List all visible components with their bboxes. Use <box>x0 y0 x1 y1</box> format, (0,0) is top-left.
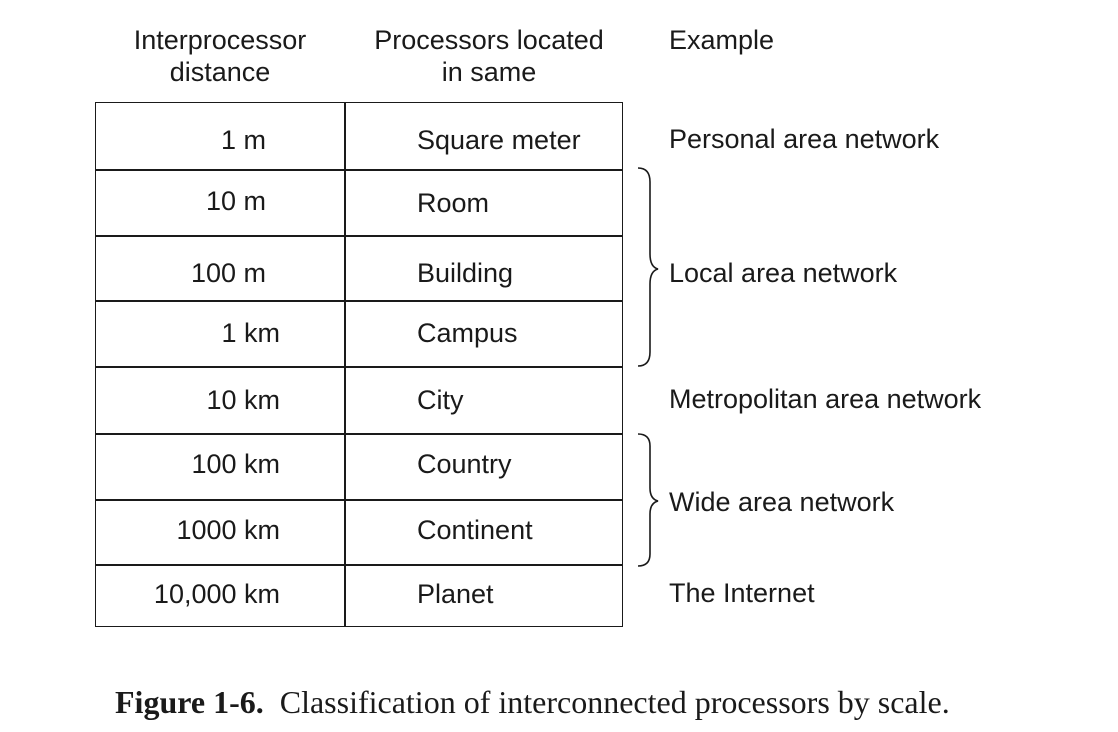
distance-cell: 1 m <box>220 125 266 155</box>
row-divider <box>96 433 622 435</box>
located-cell: Campus <box>417 318 518 348</box>
row-divider <box>96 366 622 368</box>
row-divider <box>96 499 622 501</box>
column-divider <box>344 103 346 626</box>
located-cell: Room <box>417 188 490 218</box>
header-located-text: Processors located in same <box>374 25 604 87</box>
example-wide-area-network: Wide area network <box>669 487 895 517</box>
distance-cell: 10,000 km <box>153 579 280 609</box>
figure-caption-text: Classification of interconnected processors by scale. <box>279 684 950 720</box>
distance-cell: 10 km <box>206 385 280 415</box>
located-cell: Continent <box>417 515 533 545</box>
row-divider <box>96 564 622 566</box>
located-cell: Building <box>417 258 514 288</box>
distance-cell: 1000 km <box>176 515 280 545</box>
scale-table <box>95 102 623 627</box>
example-metropolitan-area-network: Metropolitan area network <box>669 384 982 414</box>
header-example: Example <box>669 25 775 55</box>
distance-cell: 100 km <box>191 449 280 479</box>
header-distance-text: Interprocessor distance <box>133 25 307 87</box>
located-cell: City <box>417 385 464 415</box>
brace-icon-wide <box>628 432 664 568</box>
located-cell: Square meter <box>417 125 581 155</box>
brace-icon-local <box>628 166 664 368</box>
header-processors-located <box>355 24 623 88</box>
row-divider <box>96 169 622 171</box>
row-divider <box>96 235 622 237</box>
header-interprocessor-distance <box>95 24 345 88</box>
located-cell: Country <box>417 449 512 479</box>
figure-label: Figure 1-6. <box>115 684 264 720</box>
example-local-area-network: Local area network <box>669 258 898 288</box>
distance-cell: 10 m <box>205 186 266 216</box>
figure-caption <box>115 682 950 722</box>
located-cell: Planet <box>417 579 494 609</box>
example-personal-area-network: Personal area network <box>669 124 940 154</box>
distance-cell: 1 km <box>221 318 280 348</box>
distance-cell: 100 m <box>190 258 266 288</box>
example-the-internet: The Internet <box>669 578 815 608</box>
row-divider <box>96 300 622 302</box>
